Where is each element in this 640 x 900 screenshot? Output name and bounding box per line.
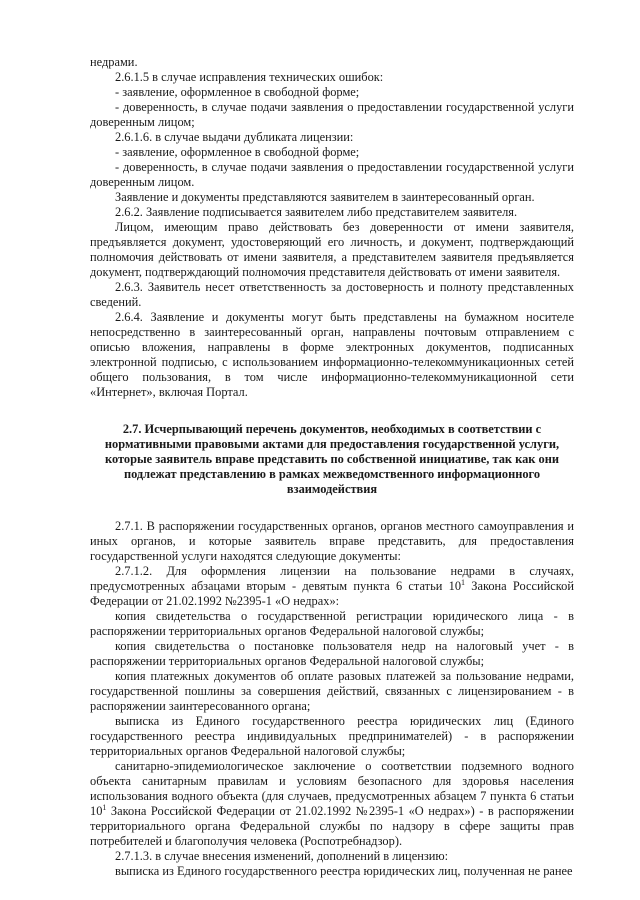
list-item: - доверенность, в случае подачи заявления о предоставлении государственной услуги доверенным лицом;	[90, 100, 574, 129]
paragraph: 2.6.3. Заявитель несет ответственность за достоверность и полноту представленных сведений.	[90, 280, 574, 309]
list-item: - доверенность, в случае подачи заявления о предоставлении государственной услуги доверенным лицом.	[90, 160, 574, 189]
paragraph: Заявление и документы представляются заявителем в заинтересованный орган.	[115, 190, 535, 204]
paragraph: 2.6.4. Заявление и документы могут быть представлены на бумажном носителе непосредственно в заинтересованный орган, направлены почтовым отправлением с описью вложения, направлены в форме электронных документов, подписанных электронной подписью, с использованием информационно-телекоммуникационных сетей общего пользования, в том числе информационно-телекоммуникационной сети «Интернет», включая Портал.	[90, 310, 574, 399]
section-heading: 2.7. Исчерпывающий перечень документов, необходимых в соответствии с нормативными правовыми актами для предоставления государственной услуги, которые заявитель вправе представить по собственной инициативе, так как они подлежат представлению в рамках межведомственного информационного взаимодействия	[104, 422, 560, 496]
paragraph: 2.6.1.6. в случае выдачи дубликата лицензии:	[115, 130, 354, 144]
paragraph: недрами.	[90, 55, 138, 69]
paragraph-text: 2.7.1.2. Для оформления лицензии на пользование недрами в случаях, предусмотренных абзацами вторым - девятым пункта 6 статьи 10	[90, 564, 574, 593]
spacer	[90, 497, 574, 519]
list-item: - заявление, оформленное в свободной форме;	[115, 145, 360, 159]
paragraph: 2.6.1.5 в случае исправления технических ошибок:	[115, 70, 384, 84]
paragraph-text: санитарно-эпидемиологическое заключение о соответствии подземного водного объекта санитарным правилам и условиям безопасного для здоровья населения использования водного объекта (для случаев, предусмотренных абзацем 7 пункта 6 статьи 10	[90, 759, 574, 818]
paragraph-text: Закона Российской Федерации от 21.02.1992 №2395-1 «О недрах») - в распоряжении территориального органа Федеральной службы по надзору в сфере защиты прав потребителей и благополучия человека (Роспотребнадзор).	[90, 804, 574, 848]
list-item: выписка из Единого государственного реестра юридических лиц (Единого государственного реестра индивидуальных предпринимателей) - в распоряжении территориальных органов Федеральной налоговой службы;	[90, 714, 574, 758]
section-2-7	[90, 519, 574, 879]
list-item: копия свидетельства о государственной регистрации юридического лица - в распоряжении территориальных органов Федеральной налоговой службы;	[90, 609, 574, 638]
paragraph: 2.7.1.3. в случае внесения изменений, дополнений в лицензию:	[115, 849, 449, 863]
list-item	[90, 759, 574, 849]
paragraph: 2.7.1. В распоряжении государственных органов, органов местного самоуправления и иных органов, и которые заявитель вправе представить, для предоставления государственной услуги находятся следующие документы:	[90, 519, 574, 563]
list-item: - заявление, оформленное в свободной форме;	[115, 85, 360, 99]
superscript: 1	[102, 802, 107, 812]
paragraph: 2.6.2. Заявление подписывается заявителем либо представителем заявителя.	[115, 205, 518, 219]
spacer	[90, 400, 574, 422]
list-item: копия свидетельства о постановке пользователя недр на налоговый учет - в распоряжении территориальных органов Федеральной налоговой службы;	[90, 639, 574, 668]
list-item: копия платежных документов об оплате разовых платежей за пользование недрами, государственной пошлины за совершения действий, связанных с лицензированием - в распоряжении заинтересованного органа;	[90, 669, 574, 713]
paragraph	[90, 564, 574, 609]
section-2-6	[90, 55, 574, 400]
list-item: выписка из Единого государственного реестра юридических лиц, полученная не ранее	[115, 864, 573, 878]
superscript: 1	[461, 577, 466, 587]
paragraph-text: Закона Российской Федерации от 21.02.1992 №2395-1 «О недрах»:	[90, 579, 574, 608]
paragraph: Лицом, имеющим право действовать без доверенности от имени заявителя, предъявляется документ, удостоверяющий его личность, и документ, подтверждающий полномочия действовать от имени заявителя, а представителем заявителя предъявляется документ, подтверждающий полномочия представителя действовать от имени заявителя.	[90, 220, 574, 279]
